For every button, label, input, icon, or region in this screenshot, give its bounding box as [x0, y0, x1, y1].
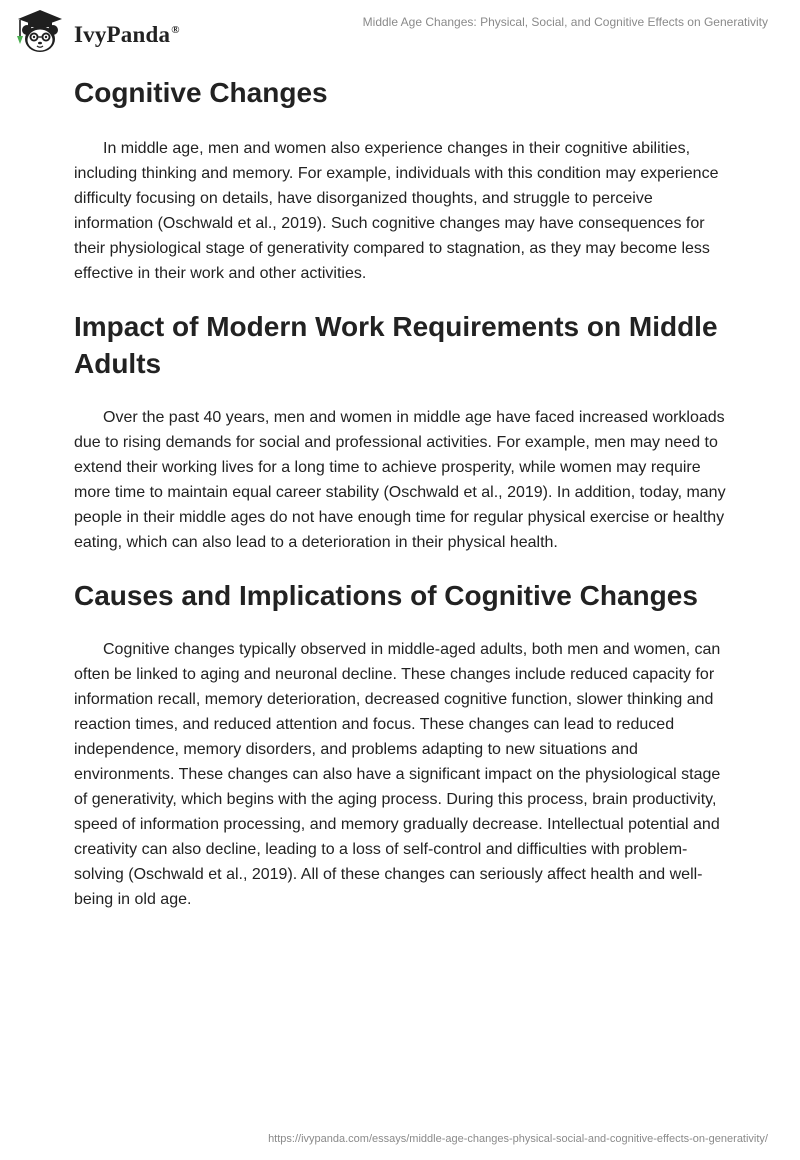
- panda-graduate-icon: [14, 8, 66, 56]
- ivypanda-logo[interactable]: [14, 8, 180, 56]
- section-heading: Impact of Modern Work Requirements on Middle Adults: [74, 311, 718, 379]
- section-heading: Causes and Implications of Cognitive Changes: [74, 580, 698, 611]
- essay-content: [74, 70, 730, 912]
- section-paragraph: Cognitive changes typically observed in middle-aged adults, both men and women, can often be linked to aging and neuronal decline. These changes include reduced capacity for information recall, memory deterioration, decreased cognitive function, slower thinking and reaction times, and reduced attention and focus. These changes can lead to reduced independence, memory disorders, and problems adapting to new situations and environments. These changes can also have a significant impact on the physiological stage of generativity, which begins with the aging process. During this process, brain productivity, speed of information processing, and memory gradually decrease. Intellectual potential and creativity can also decline, leading to a loss of self-control and difficulties with problem-solving (Oschwald et al., 2019). All of these changes can seriously affect health and well-being in old age.: [74, 641, 721, 908]
- section-paragraph: In middle age, men and women also experience changes in their cognitive abilities, including thinking and memory. For example, individuals with this condition may experience difficulty focusing on details, have disorganized thoughts, and struggle to perceive information (Oschwald et al., 2019). Such cognitive changes may have consequences for their physiological stage of generativity compared to stagnation, as they may become less effective in their work and other activities.: [74, 140, 719, 282]
- logo-wordmark: [74, 22, 180, 48]
- source-url-link[interactable]: https://ivypanda.com/essays/middle-age-changes-physical-social-and-cognitive-effects-on-generativity/: [268, 1133, 768, 1145]
- section-paragraph: Over the past 40 years, men and women in middle age have faced increased workloads due to rising demands for social and professional activities. For example, men may need to extend their working lives for a long time to achieve prosperity, while women may require more time to maintain equal career stability (Oschwald et al., 2019). In addition, today, many people in their middle ages do not have enough time for regular physical exercise or healthy eating, which can also lead to a deterioration in their physical health.: [74, 409, 726, 551]
- registered-mark: ®: [171, 24, 180, 37]
- logo-text: IvyPanda: [74, 22, 171, 47]
- page-header: [0, 0, 800, 60]
- section-heading: Cognitive Changes: [74, 77, 328, 108]
- document-title: Middle Age Changes: Physical, Social, and Cognitive Effects on Generativity: [362, 15, 768, 29]
